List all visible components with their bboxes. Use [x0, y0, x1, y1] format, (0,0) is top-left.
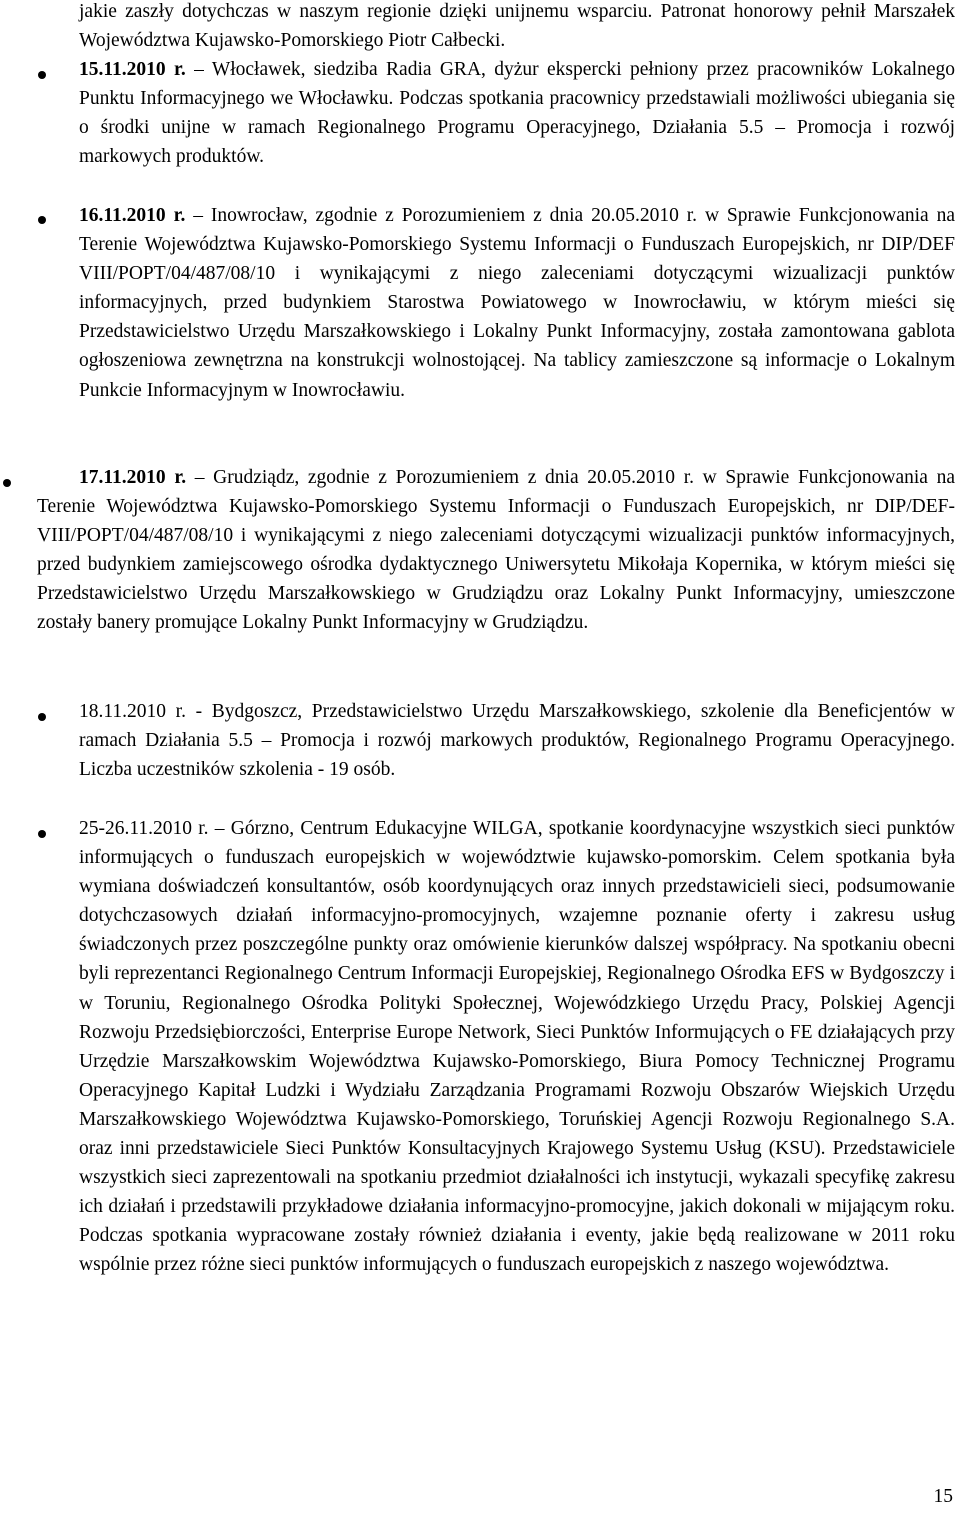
item-text: – Włocławek, siedziba Radia GRA, dyżur ekspercki pełniony przez pracowników Lokalnego Punktu Informacyjnego we Włocławku. Podczas spotkania pracownicy przedstawiali możliwości ubiegania się o środki unijne w ramach Regionalnego Programu Operacyjnego, Działania 5.5 – Promocja i rozwój markowych produktów. — [79, 59, 955, 168]
item-text: 18.11.2010 r. - Bydgoszcz, Przedstawicielstwo Urzędu Marszałkowskiego, szkolenie dla Beneficjentów w ramach Działania 5.5 – Promocja i rozwój markowych produktów, Regionalnego Programu Operacyjnego. Liczba uczestników szkolenia - 19 osób. — [79, 701, 955, 781]
bullet-marker — [38, 71, 46, 79]
item-date: 15.11.2010 r. — [79, 59, 186, 80]
paragraph-text: jakie zaszły dotychczas w naszym regionie dzięki unijnemu wsparciu. Patronat honorowy pełnił Marszałek Województwa Kujawsko-Pomorskiego Piotr Całbecki. — [79, 1, 955, 52]
continuation-paragraph — [79, 0, 955, 55]
list-item-17-11 — [37, 463, 955, 638]
list-item-15-11 — [79, 55, 955, 171]
bullet-marker — [38, 830, 46, 838]
list-item-25-26-11 — [79, 814, 955, 1280]
list-item-18-11 — [79, 697, 955, 784]
item-date: 17.11.2010 r. — [79, 467, 187, 488]
item-text: – Grudziądz, zgodnie z Porozumieniem z dnia 20.05.2010 r. w Sprawie Funkcjonowania na Terenie Województwa Kujawsko-Pomorskiego Systemu Informacji o Funduszach Europejskich, nr DIP/DEF-VIII/POPT/04/487/08/10 i wynikającymi z niego zaleceniami dotyczącymi wizualizacji punktów informacyjnych, przed budynkiem zamiejscowego ośrodka dydaktycznego Uniwersytetu Mikołaja Kopernika, w którym mieści się Przedstawicielstwo Urzędu Marszałkowskiego w Grudziądzu oraz Lokalny Punkt Informacyjny, umieszczone zostały banery promujące Lokalny Punkt Informacyjny w Grudziądzu. — [37, 467, 955, 634]
item-text: – Inowrocław, zgodnie z Porozumieniem z dnia 20.05.2010 r. w Sprawie Funkcjonowania na Terenie Województwa Kujawsko-Pomorskiego Systemu Informacji o Funduszach Europejskich, nr DIP/DEF VIII/POPT/04/487/08/10 i wynikającymi z niego zaleceniami dotyczącymi wizualizacji punktów informacyjnych, przed budynkiem Starostwa Powiatowego w Inowrocławiu, w którym mieści się Przedstawicielstwo Urzędu Marszałkowskiego i Lokalny Punkt Informacyjny, została zamontowana gablota ogłoszeniowa zewnętrzna na konstrukcji wolnostojącej. Na tablicy zamieszczone są informacje o Lokalnym Punkcie Informacyjnym w Inowrocławiu. — [79, 205, 956, 401]
page-number: 15 — [933, 1486, 953, 1507]
item-text: 25-26.11.2010 r. – Górzno, Centrum Edukacyjne WILGA, spotkanie koordynacyjne wszystkich sieci punktów informujących o funduszach europejskich w województwie kujawsko-pomorskim. Celem spotkania była wymiana doświadczeń konsultantów, osób koordynujących oraz innych przedstawicieli sieci, podsumowanie dotychczasowych działań informacyjno-promocyjnych, wzajemne poznanie oferty i zakresu usług świadczonych przez poszczególne punkty oraz omówienie kierunków dalszej współpracy. Na spotkaniu obecni byli reprezentanci Regionalnego Centrum Informacji Europejskiej, Regionalnego Ośrodka EFS w Bydgoszczy i w Toruniu, Regionalnego Ośrodka Polityki Społecznej, Wojewódzkiego Urzędu Pracy, Polskiej Agencji Rozwoju Przedsiębiorczości, Enterprise Europe Network, Sieci Punktów Informujących o FE działających przy Urzędzie Marszałkowskim Województwa Kujawsko-Pomorskiego, Biura Pomocy Technicznej Programu Operacyjnego Kapitał Ludzki i Wydziału Zarządzania Programami Rozwoju Obszarów Wiejskich Urzędu Marszałkowskiego Województwa Kujawsko-Pomorskiego, Toruńskiej Agencji Rozwoju Regionalnego S.A. oraz inni przedstawiciele Sieci Punktów Konsultacyjnych Krajowego Systemu Usług (KSU). Przedstawiciele wszystkich sieci zaprezentowali na spotkaniu przedmiot działalności ich instytucji, wykazali specyfikę zakresu ich działań i przedstawili przykładowe działania informacyjno-promocyjne, jakich dokonali w mijającym roku. Podczas spotkania wypracowane zostały również działania i eventy, jakie będą realizowane w 2011 roku wspólnie przez różne sieci punktów informujących o funduszach europejskich z naszego województwa. — [79, 818, 955, 1276]
bullet-marker — [3, 479, 11, 487]
item-date: 16.11.2010 r. — [79, 205, 186, 226]
list-item-16-11 — [79, 201, 955, 405]
bullet-marker — [38, 713, 46, 721]
bullet-marker — [38, 216, 46, 224]
